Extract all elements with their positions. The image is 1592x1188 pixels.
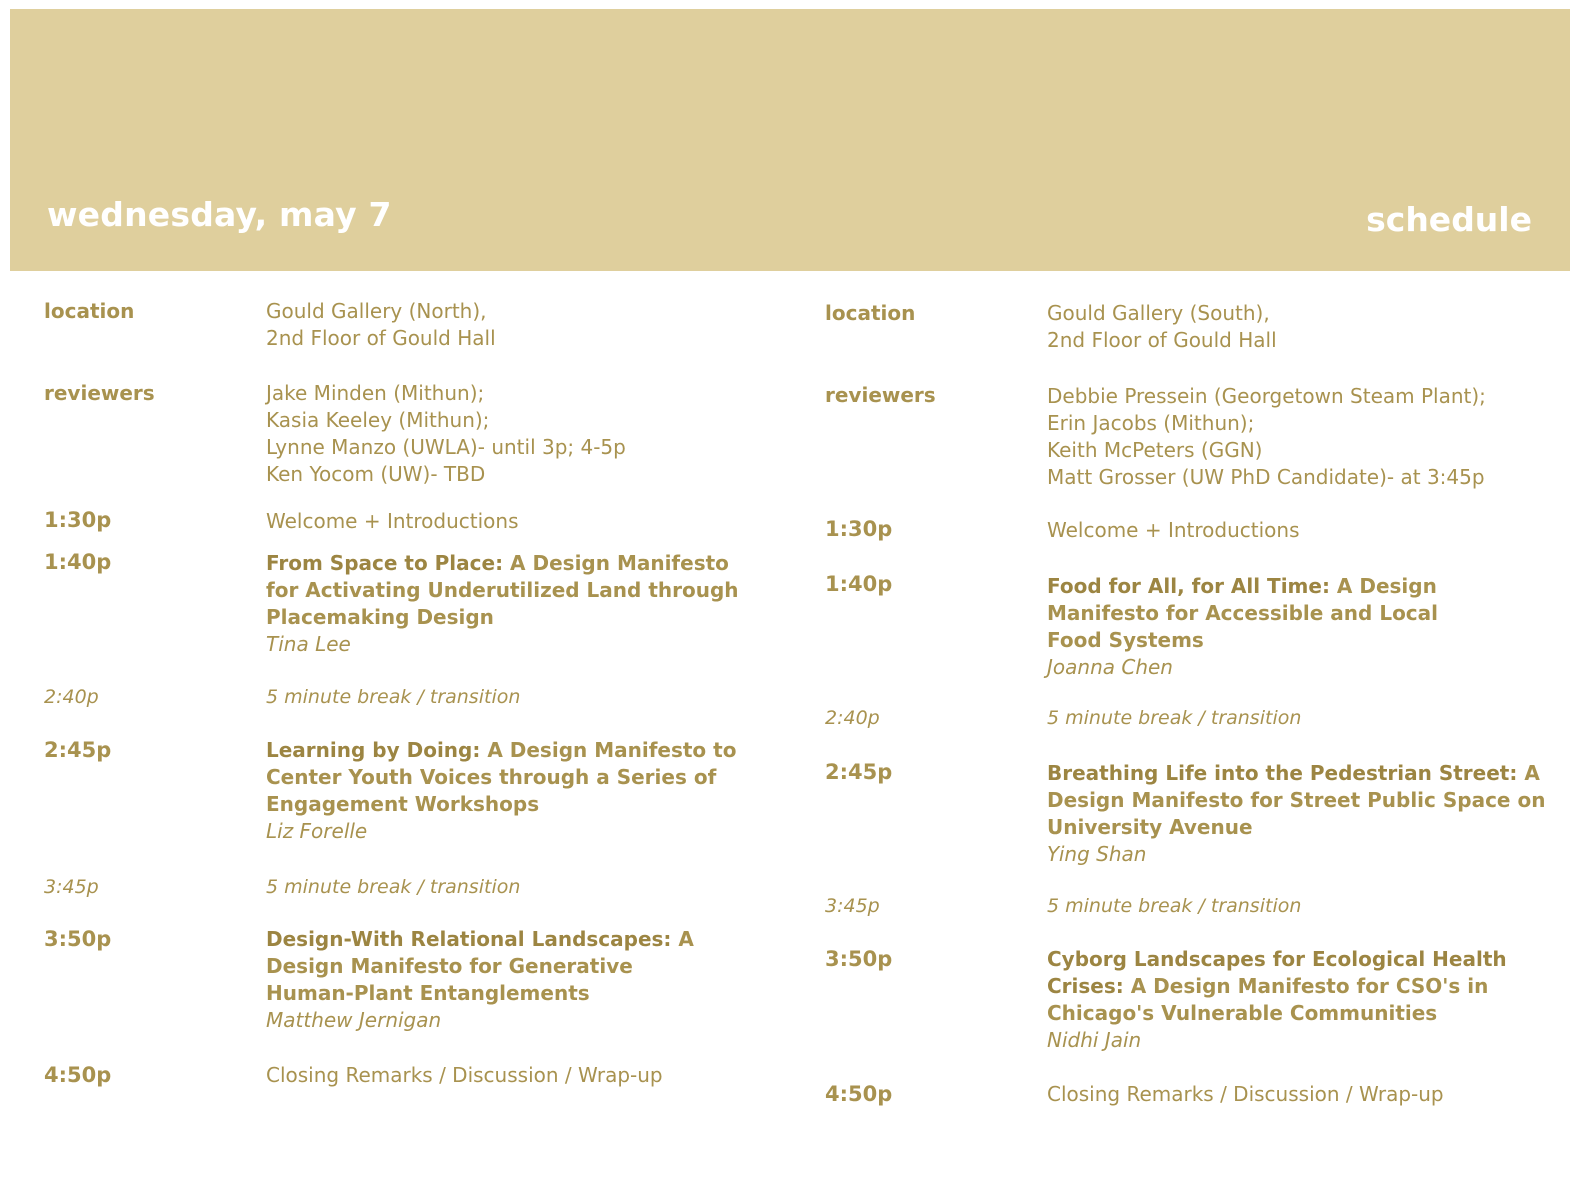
session-title-lead: Breathing Life into the Pedestrian Street:	[1047, 761, 1518, 785]
break-text: 5 minute break / transition	[266, 686, 521, 708]
closing-text: Closing Remarks / Discussion / Wrap-up	[1047, 1082, 1444, 1106]
reviewer: Jake Minden (Mithun);	[266, 381, 485, 405]
time-session-1: 1:40p	[44, 550, 112, 574]
session-title-rest: A Design Manifesto for Street Public Space on University Avenue	[1047, 761, 1546, 839]
presenter: Joanna Chen	[1047, 655, 1173, 679]
session-title-rest: A Design Manifesto for Accessible and Local Food Systems	[1047, 574, 1439, 652]
break-text: 5 minute break / transition	[266, 876, 521, 898]
reviewer: Ken Yocom (UW)- TBD	[266, 462, 486, 486]
location-text	[1047, 300, 1277, 354]
welcome-text: Welcome + Introductions	[1047, 518, 1300, 542]
time-session-3: 3:50p	[44, 927, 112, 951]
time-break-1: 2:40p	[44, 686, 99, 708]
time-break-2: 3:45p	[44, 876, 99, 898]
presenter: Nidhi Jain	[1047, 1028, 1142, 1052]
break-text: 5 minute break / transition	[1047, 707, 1302, 729]
location-line: Gould Gallery (South),	[1047, 301, 1270, 325]
time-closing: 4:50p	[44, 1063, 112, 1087]
time-break-1: 2:40p	[825, 707, 880, 729]
reviewer: Matt Grosser (UW PhD Candidate)- at 3:45p	[1047, 465, 1485, 489]
time-session-3: 3:50p	[825, 947, 893, 971]
reviewers-label: reviewers	[825, 383, 936, 407]
time-session-2: 2:45p	[44, 738, 112, 762]
reviewer: Kasia Keeley (Mithun);	[266, 408, 490, 432]
break-text: 5 minute break / transition	[1047, 895, 1302, 917]
session-title-lead: From Space to Place:	[266, 551, 504, 575]
location-line: 2nd Floor of Gould Hall	[266, 326, 496, 350]
reviewers-label: reviewers	[44, 381, 155, 405]
session-title-rest: A Design Manifesto for Generative Human-Plant Entanglements	[266, 927, 694, 1005]
time-session-1: 1:40p	[825, 572, 893, 596]
presenter: Ying Shan	[1047, 842, 1147, 866]
time-welcome: 1:30p	[44, 508, 112, 532]
session-title-lead: Cyborg Landscapes for Ecological Health Crises:	[1047, 947, 1507, 998]
session-title-lead: Learning by Doing:	[266, 738, 481, 762]
time-welcome: 1:30p	[825, 517, 893, 541]
session-title-rest: A Design Manifesto to Center Youth Voices through a Series of Engagement Workshops	[266, 738, 737, 816]
time-break-2: 3:45p	[825, 895, 880, 917]
reviewer: Erin Jacobs (Mithun);	[1047, 411, 1255, 435]
session-3	[1047, 946, 1567, 1054]
reviewer: Lynne Manzo (UWLA)- until 3p; 4-5p	[266, 435, 626, 459]
reviewer: Keith McPeters (GGN)	[1047, 438, 1263, 462]
presenter: Matthew Jernigan	[266, 1008, 442, 1032]
session-title-rest: A Design Manifesto for Activating Underutilized Land through Placemaking Design	[266, 551, 739, 629]
welcome-text: Welcome + Introductions	[266, 509, 519, 533]
location-label: location	[44, 299, 135, 323]
presenter: Tina Lee	[266, 632, 351, 656]
location-label: location	[825, 301, 916, 325]
location-line: Gould Gallery (North),	[266, 299, 487, 323]
reviewers-list	[1047, 383, 1486, 491]
schedule-date: wednesday, may 7	[47, 195, 392, 234]
session-2	[1047, 760, 1567, 868]
location-line: 2nd Floor of Gould Hall	[1047, 328, 1277, 352]
reviewer: Debbie Pressein (Georgetown Steam Plant);	[1047, 384, 1486, 408]
presenter: Liz Forelle	[266, 819, 368, 843]
session-1	[1047, 573, 1457, 681]
session-title-lead: Food for All, for All Time:	[1047, 574, 1330, 598]
time-closing: 4:50p	[825, 1082, 893, 1106]
session-title-lead: Design-With Relational Landscapes:	[266, 927, 672, 951]
closing-text: Closing Remarks / Discussion / Wrap-up	[266, 1063, 663, 1087]
schedule-title: schedule	[1366, 200, 1532, 239]
session-title-rest: A Design Manifesto for CSO's in Chicago's Vulnerable Communities	[1047, 974, 1489, 1025]
time-session-2: 2:45p	[825, 760, 893, 784]
